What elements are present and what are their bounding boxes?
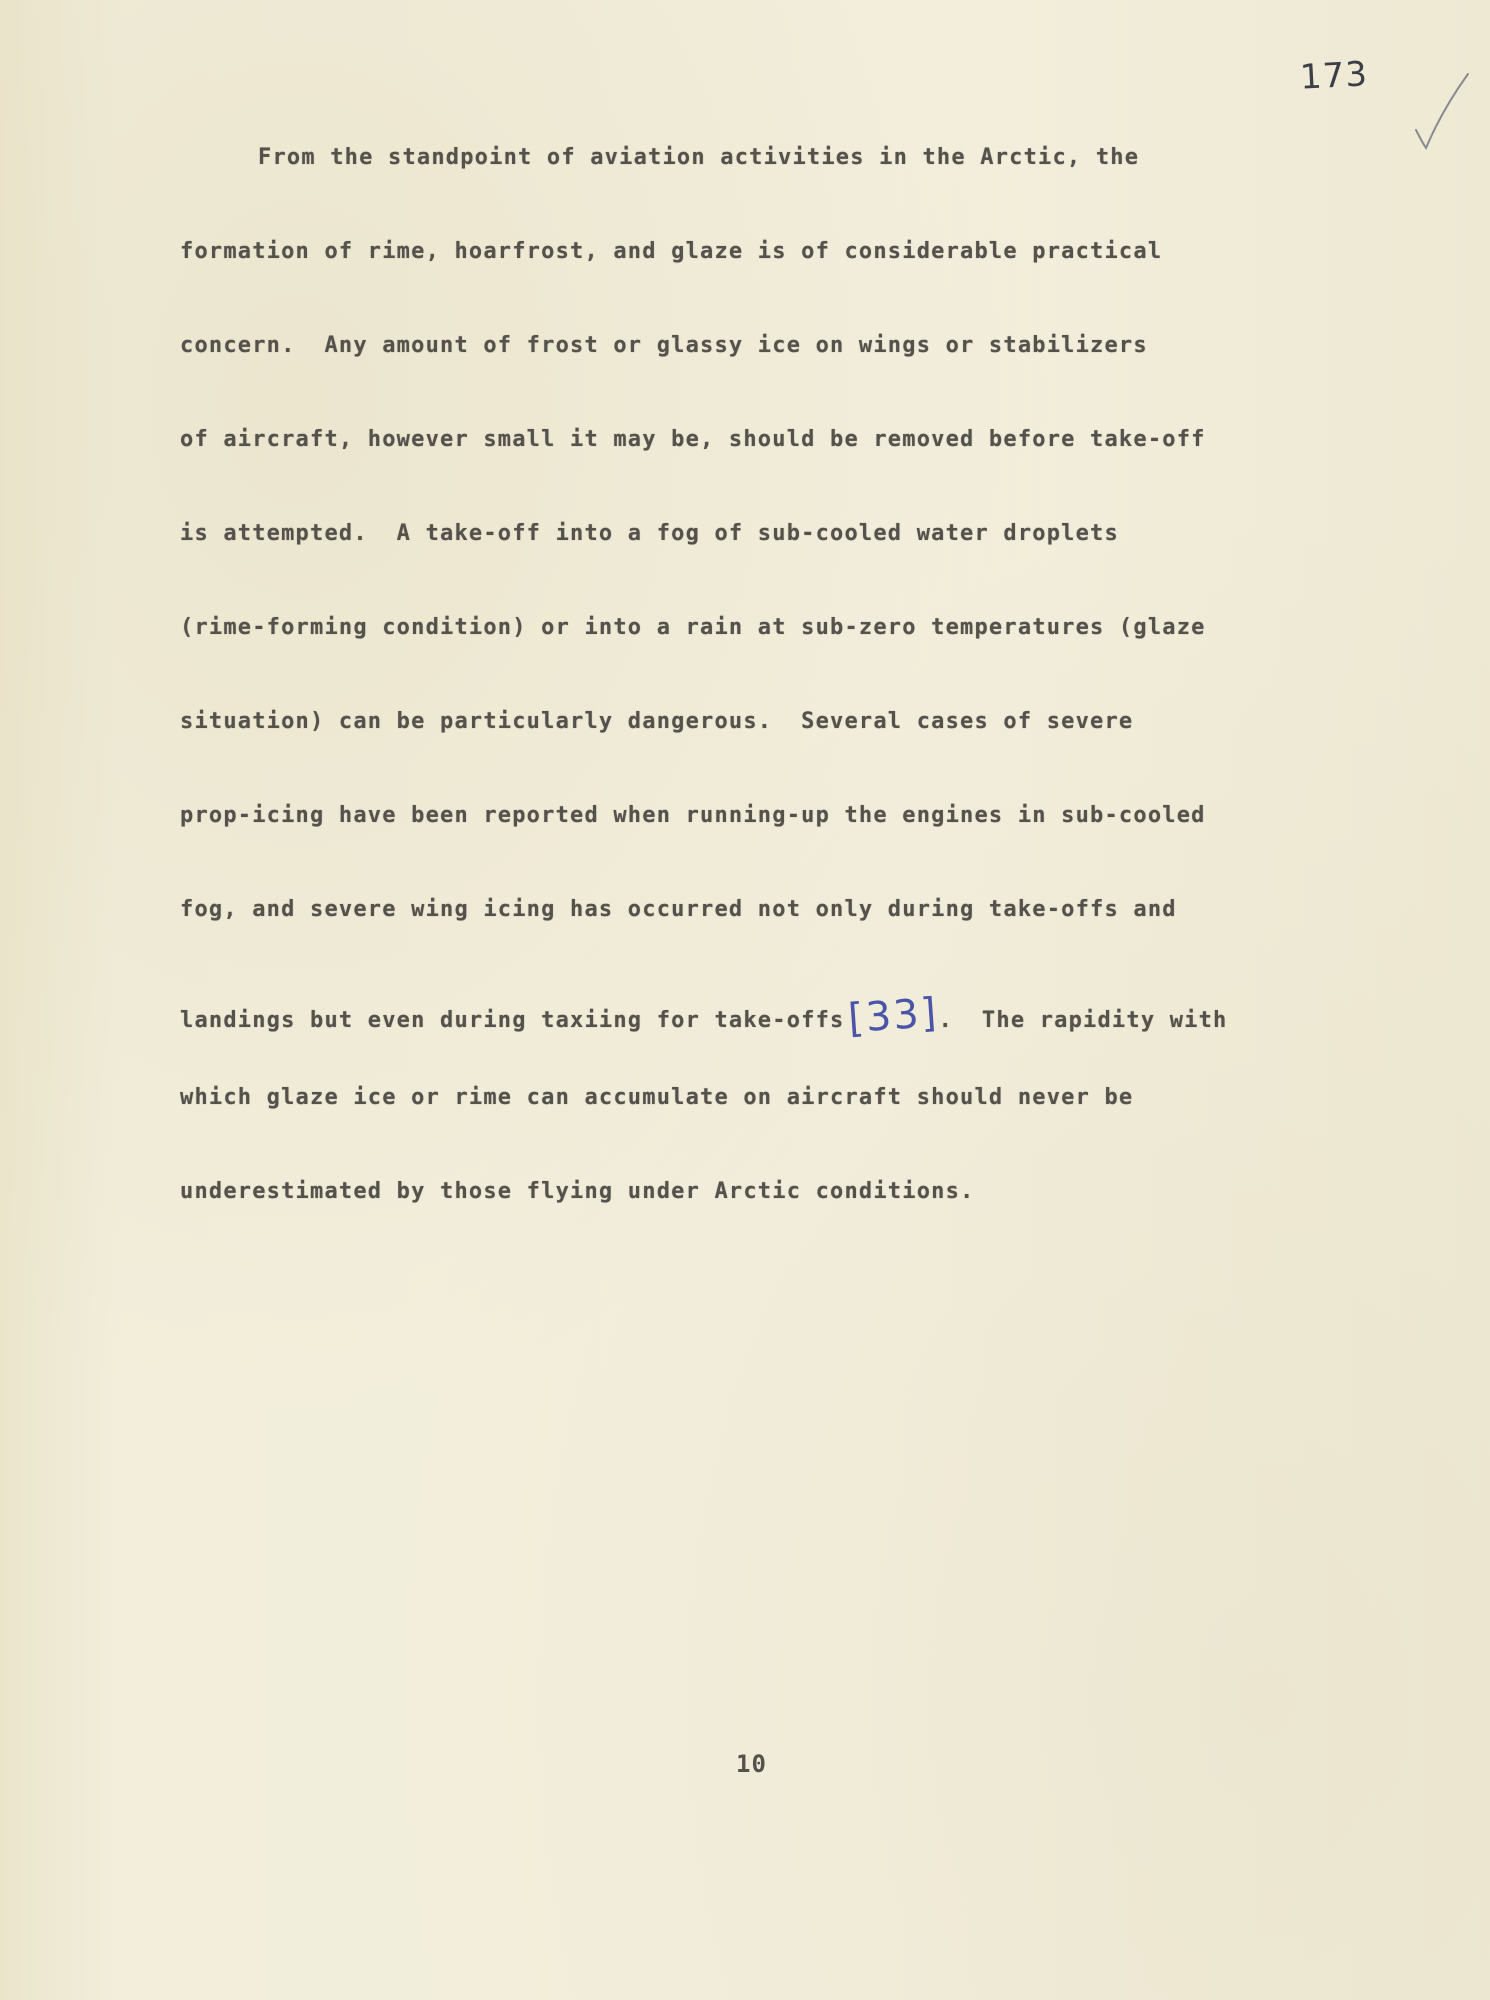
text-segment: landings but even during taxiing for take-offs <box>180 1008 845 1033</box>
text-line: prop-icing have been reported when running-up the engines in sub-cooled <box>180 803 1206 828</box>
text-line: From the standpoint of aviation activities in the Arctic, the <box>258 145 1140 170</box>
text-line: which glaze ice or rime can accumulate on aircraft should never be <box>180 1085 1134 1110</box>
handwritten-citation: [33] <box>847 989 941 1043</box>
text-line: fog, and severe wing icing has occurred not only during take-offs and <box>180 897 1177 922</box>
page-number: 10 <box>736 1750 767 1778</box>
text-line: formation of rime, hoarfrost, and glaze is of considerable practical <box>180 239 1163 264</box>
text-line: situation) can be particularly dangerous. Several cases of severe <box>180 709 1134 734</box>
text-line: of aircraft, however small it may be, should be removed before take-off <box>180 427 1206 452</box>
text-line-with-citation <box>180 989 1228 1043</box>
text-line: concern. Any amount of frost or glassy ice on wings or stabilizers <box>180 333 1148 358</box>
text-line: (rime-forming condition) or into a rain at sub-zero temperatures (glaze <box>180 615 1206 640</box>
handwritten-folio-number: 173 <box>1298 54 1369 98</box>
text-segment: . The rapidity with <box>938 1008 1228 1033</box>
text-line: underestimated by those flying under Arctic conditions. <box>180 1179 975 1204</box>
text-line: is attempted. A take-off into a fog of sub-cooled water droplets <box>180 521 1119 546</box>
check-mark-icon <box>1412 70 1472 150</box>
